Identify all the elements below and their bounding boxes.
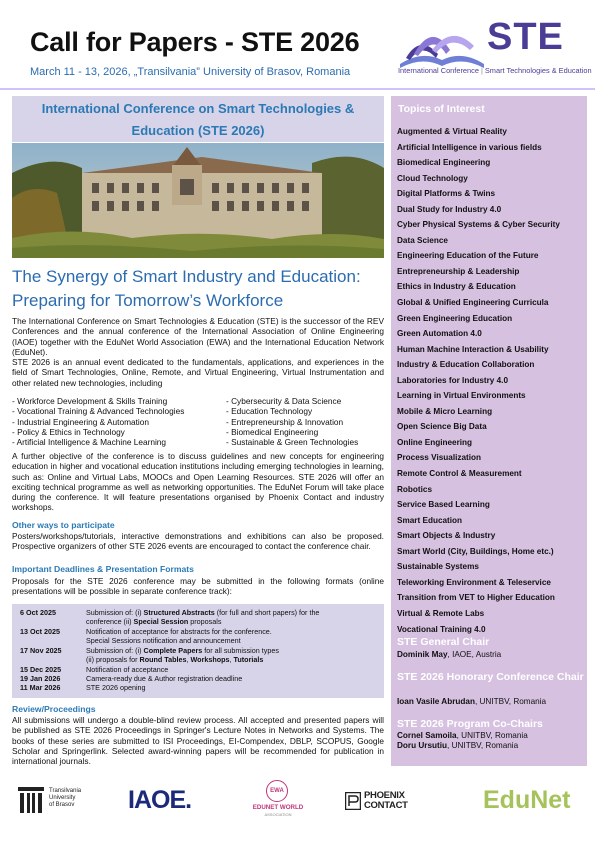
topic-item: Global & Unified Engineering Curricula	[397, 298, 549, 308]
program-cochairs-heading: STE 2026 Program Co-Chairs	[397, 718, 543, 730]
topic-item: Data Science	[397, 235, 448, 245]
table-row: 17 Nov 2025 Submission of: (i) Complete Papers for all submission types (ii) proposals for Round Tables, Workshops, Tutorials	[20, 646, 279, 664]
list-item: - Biomedical Engineering	[226, 426, 319, 437]
topic-item: Remote Control & Measurement	[397, 469, 522, 479]
program-cochair: Cornel Samoila, UNITBV, Romania	[397, 731, 528, 740]
topic-item: Dual Study for Industry 4.0	[397, 204, 502, 214]
university-building-photo	[12, 143, 384, 258]
topic-item: Sustainable Systems	[397, 562, 479, 572]
table-row: 6 Oct 2025 Submission of: (i) Structured Abstracts (for full and short papers) for the conference (ii) Special Session proposals	[20, 608, 320, 626]
intro-text: The International Conference on Smart Technologies & Education (STE) is the successor of the REV Conferences and the annual conference of the International Association of Online Engineering (IAOE) together with the EduNet World Association (EWA) and the International Education Network (EduNet). STE 2026 is an annual event dedicated to the fundamentals, applications, and experiences in the field of Smart Technologies, Online, Remote, and Virtual Engineering, Virtual Instrumentation and other related new technologies, including	[12, 316, 384, 388]
ste-logo-tagline: International Conference | Smart Technologies & Education	[398, 66, 592, 75]
topic-item: Transition from VET to Higher Education	[397, 593, 555, 603]
table-row: 13 Oct 2025 Notification of acceptance for abstracts for the conference. Special Sessions notification and announcement	[20, 627, 272, 645]
topic-item: Green Engineering Education	[397, 313, 513, 323]
conference-name: International Conference on Smart Technologies & Education (STE 2026)	[41, 101, 355, 138]
list-item: - Sustainable & Green Technologies	[226, 437, 359, 448]
topic-item: Smart Objects & Industry	[397, 531, 496, 541]
list-item: - Entrepreneurship & Innovation	[226, 416, 344, 427]
table-row: 19 Jan 2026 Camera-ready due & Author registration deadline	[20, 674, 243, 683]
list-item: - Education Technology	[226, 406, 313, 417]
ewa-badge-icon: EWA	[266, 780, 288, 802]
deadlines-heading: Important Deadlines & Presentation Formats	[12, 564, 194, 574]
topic-item: Laboratories for Industry 4.0	[397, 375, 509, 385]
university-crest-icon	[18, 787, 44, 815]
topic-item: Ethics in Industry & Education	[397, 282, 516, 292]
topic-item: Smart World (City, Buildings, Home etc.)	[397, 546, 554, 556]
topic-item: Open Science Big Data	[397, 422, 487, 432]
topic-item: Smart Education	[397, 515, 463, 525]
topic-item: Industry & Education Collaboration	[397, 360, 535, 370]
topics-heading: Topics of Interest	[398, 103, 485, 115]
topic-item: Cloud Technology	[397, 173, 468, 183]
phoenix-icon	[345, 792, 361, 810]
general-chair: Dominik May, IAOE, Austria	[397, 650, 502, 659]
page-title: Call for Papers - STE 2026	[30, 27, 360, 57]
other-ways-text: Posters/workshops/tutorials, interactive demonstrations and exhibitions can also be proposed. Prospective organizers of other STE 2026 events are encouraged to contact the conference chair.	[12, 531, 384, 552]
list-item: - Vocational Training & Advanced Technologies	[12, 406, 185, 417]
list-item: - Industrial Engineering & Automation	[12, 416, 149, 427]
objective-text: A further objective of the conference is to discuss guidelines and new concepts for engineering education in higher and vocational education institutions including emerging technologies in learning, such as: Online and Virtual Labs, MOOCs and Open Learning Resources. STE 2026 will offer an exciting technical programme as well as networking opportunities. The EduNet Forum will take place during the conference. It will feature presentations organised by Phoenix Contact and industry workshops.	[12, 451, 384, 513]
program-cochair: Doru Ursutiu, UNITBV, Romania	[397, 741, 519, 750]
topic-item: Learning in Virtual Environments	[397, 391, 526, 401]
list-item: - Policy & Ethics in Technology	[12, 426, 125, 437]
topic-item: Cyber Physical Systems & Cyber Security	[397, 220, 560, 230]
topic-item: Virtual & Remote Labs	[397, 608, 485, 618]
topic-item: Service Based Learning	[397, 500, 490, 510]
header-divider	[0, 88, 595, 90]
ste-logo-text: STE	[487, 16, 564, 58]
table-row: 11 Mar 2026 STE 2026 opening	[20, 683, 146, 692]
topic-item: Green Automation 4.0	[397, 329, 482, 339]
honorary-chair-heading: STE 2026 Honorary Conference Chair	[397, 671, 584, 683]
topic-item: Online Engineering	[397, 437, 473, 447]
unitbv-logo: Transilvania University of Brasov	[18, 785, 108, 817]
topic-item: Vocational Training 4.0	[397, 624, 486, 634]
edunet-logo: EduNet	[483, 786, 571, 814]
iaoe-logo: IAOE.	[128, 786, 192, 814]
list-item: - Cybersecurity & Data Science	[226, 396, 342, 406]
book-wings-icon	[392, 20, 492, 70]
topic-bullet-list	[12, 396, 384, 447]
topic-item: Engineering Education of the Future	[397, 251, 539, 261]
other-ways-heading: Other ways to participate	[12, 520, 115, 530]
topic-item: Robotics	[397, 484, 433, 494]
edunet-world-association-logo: EWA EDUNET WORLD ASSOCIATION	[243, 780, 313, 825]
honorary-chair: Ioan Vasile Abrudan, UNITBV, Romania	[397, 697, 547, 706]
topics-of-interest-list	[397, 124, 585, 637]
general-chair-heading: STE General Chair	[397, 636, 490, 648]
topic-item: Biomedical Engineering	[397, 158, 491, 168]
deadlines-table	[12, 604, 384, 698]
topic-item: Human Machine Interaction & Usability	[397, 344, 549, 354]
conference-theme: The Synergy of Smart Industry and Education: Preparing for Tomorrow’s Workforce	[12, 267, 361, 310]
table-row: 15 Dec 2025 Notification of acceptance	[20, 665, 169, 674]
topic-item: Augmented & Virtual Reality	[397, 127, 507, 136]
topic-item: Teleworking Environment & Teleservice	[397, 577, 551, 587]
deadlines-intro: Proposals for the STE 2026 conference may be submitted in the following formats (online presentations will be possible in separate conference track):	[12, 576, 384, 597]
topic-item: Artificial Intelligence in various fields	[397, 142, 542, 152]
topic-item: Digital Platforms & Twins	[397, 189, 496, 199]
review-heading: Review/Proceedings	[12, 704, 96, 714]
topic-item: Entrepreneurship & Leadership	[397, 266, 520, 276]
review-text: All submissions will undergo a double-blind review process. All accepted and presented papers will be published as STE 2026 Proceedings in Springer's Lecture Notes in Networks and Systems. The books of these series are submitted to ISI Proceedings, EI-Compendex, DBLP, SCOPUS, Google Scholar and Springerlink. Selected award-winning papers will be recommended for publication in international journals.	[12, 715, 384, 767]
topic-item: Process Visualization	[397, 453, 482, 463]
list-item: - Workforce Development & Skills Training	[12, 396, 168, 406]
phoenix-contact-logo: PHOENIX CONTACT	[345, 790, 427, 812]
topic-item: Mobile & Micro Learning	[397, 406, 493, 416]
event-date-location: March 11 - 13, 2026, „Transilvania” University of Brasov, Romania	[30, 66, 351, 78]
list-item: - Artificial Intelligence & Machine Learning	[12, 437, 167, 448]
